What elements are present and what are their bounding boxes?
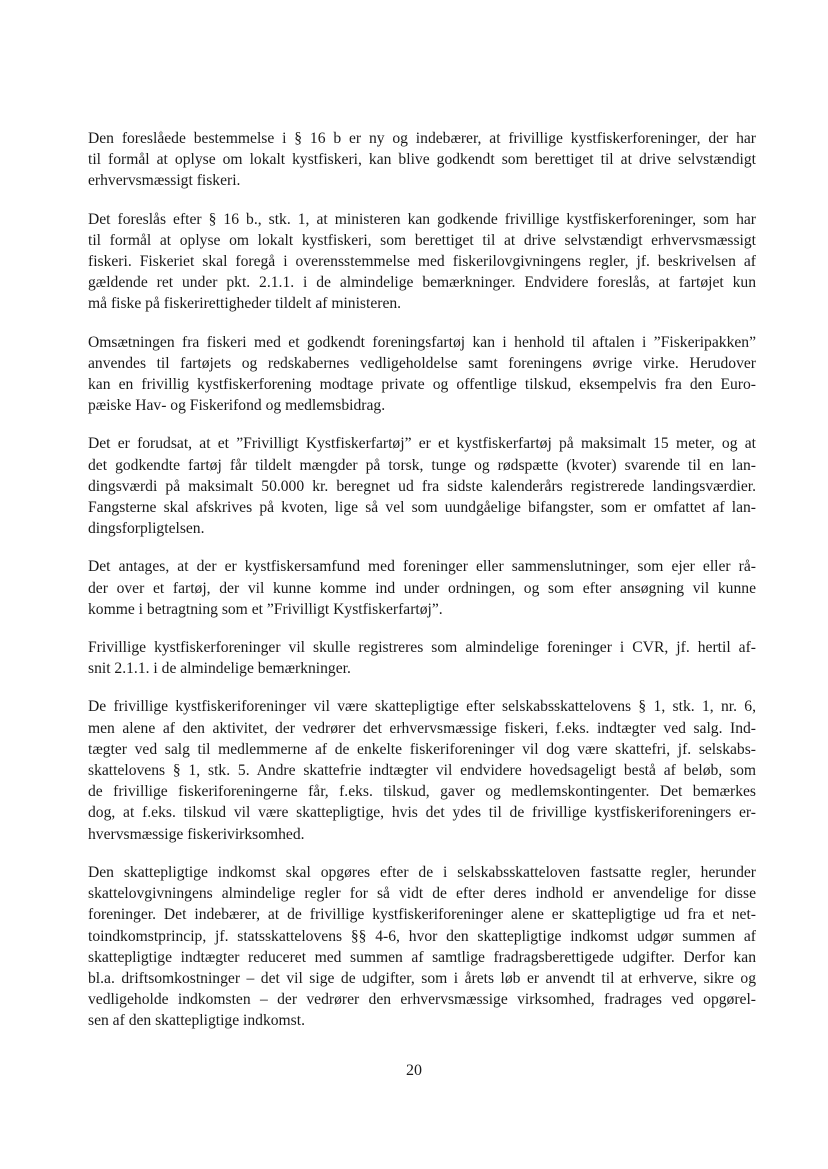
text-line: De frivillige kystfiskeriforeninger vil være skattepligtige efter selskabsskattelovens § 1, stk. 1, nr. 6,	[88, 698, 756, 716]
text-line: Fangsterne skal afskrives på kvoten, lige så vel som uundgåelige bifangster, som er omfattet af lan-	[88, 499, 756, 517]
text-line: erhvervsmæssigt fiskeri.	[88, 172, 241, 190]
text-line: komme i betragtning som et ”Frivilligt Kystfiskerfartøj”.	[88, 600, 443, 618]
text-line: Den foreslåede bestemmelse i § 16 b er ny og indebærer, at frivillige kystfiskerforeninger, der har	[88, 130, 756, 147]
paragraph	[88, 433, 756, 539]
text-line: må fiske på fiskerirettigheder tildelt af ministeren.	[88, 295, 402, 313]
text-line: foreninger. Det indebærer, at de frivillige kystfiskeriforeninger alene er skattepligtige ud fra et net-	[88, 906, 756, 924]
paragraph	[88, 128, 756, 192]
text-line: dog, at f.eks. tilskud vil være skattepligtige, hvis det ydes til de frivillige kystfiskeriforeningers er-	[88, 804, 756, 822]
page-number: 20	[406, 1062, 422, 1079]
paragraph	[88, 637, 756, 679]
text-line: tægter ved salg til medlemmerne af de enkelte fiskeriforeninger vil dog være skattefri, jf. selskabs-	[88, 740, 756, 758]
paragraph	[88, 696, 756, 844]
text-line: de frivillige fiskeriforeningerne får, f.eks. tilskud, gaver og medlemskontingenter. Det bemærkes	[88, 783, 756, 801]
text-line: Den skattepligtige indkomst skal opgøres efter de i selskabsskatteloven fastsatte regler, herunder	[88, 863, 756, 881]
text-line: til formål at oplyse om lokalt kystfiskeri, som berettiget til at drive selvstændigt erhvervsmæssigt	[88, 231, 756, 249]
text-line: Frivillige kystfiskerforeninger vil skulle registreres som almindelige foreninger i CVR, jf. hertil af-	[88, 639, 756, 657]
text-line: Det foreslås efter § 16 b., stk. 1, at ministeren kan godkende frivillige kystfiskerforeninger, som har	[88, 210, 756, 228]
text-line: anvendes til fartøjets og redskabernes vedligeholdelse samt foreningens øvrige virke. Herudover	[88, 354, 756, 372]
text-line: sen af den skattepligtige indkomst.	[88, 1012, 305, 1030]
text-line: til formål at oplyse om lokalt kystfiskeri, kan blive godkendt som berettiget til at drive selvstændigt	[88, 151, 756, 169]
text-line: dingsforpligtelsen.	[88, 520, 205, 538]
text-line: vedligeholde indkomsten – der vedrører den erhvervsmæssige virksomhed, fradrages ved opgørel-	[88, 991, 756, 1009]
text-line: Det er forudsat, at et ”Frivilligt Kystfiskerfartøj” er et kystfiskerfartøj på maksimalt 15 meter, og at	[88, 435, 756, 453]
text-line: Det antages, at der er kystfiskersamfund med foreninger eller sammenslutninger, som ejer eller rå-	[88, 558, 756, 576]
text-line: det godkendte fartøj får tildelt mængder på torsk, tunge og rødspætte (kvoter) svarende til en lan-	[88, 456, 756, 474]
paragraph	[88, 209, 756, 315]
text-line: gældende ret under pkt. 2.1.1. i de almindelige bemærkninger. Endvidere foreslås, at fartøjet kun	[88, 274, 756, 292]
paragraph	[88, 862, 756, 1032]
text-line: skattepligtige indtægter reduceret med summen af samtlige fradragsberettigede udgifter. Derfor kan	[88, 948, 756, 966]
text-line: kan en frivillig kystfiskerforening modtage private og offentlige tilskud, eksempelvis fra den Euro-	[88, 376, 756, 394]
text-line: bl.a. driftsomkostninger – det vil sige de udgifter, som i årets løb er anvendt til at erhverve, sikre og	[88, 969, 756, 987]
paragraph	[88, 556, 756, 620]
text-line: dingsværdi på maksimalt 50.000 kr. beregnet ud fra sidste kalenderårs registrerede landingsværdier.	[88, 477, 756, 495]
paragraph	[88, 332, 756, 417]
body-text	[88, 128, 756, 1049]
text-line: der over et fartøj, der vil kunne komme ind under ordningen, og som efter ansøgning vil kunne	[88, 579, 756, 597]
text-line: skattelovgivningens almindelige regler for så vidt de efter deres indhold er anvendelige for disse	[88, 885, 756, 903]
text-line: Omsætningen fra fiskeri med et godkendt foreningsfartøj kan i henhold til aftalen i ”Fiskeripakken”	[88, 333, 756, 351]
text-line: fiskeri. Fiskeriet skal foregå i overensstemmelse med fiskerilovgivningens regler, jf. beskrivelsen af	[88, 253, 756, 271]
text-line: pæiske Hav- og Fiskerifond og medlemsbidrag.	[88, 397, 386, 415]
text-line: skattelovens § 1, stk. 5. Andre skattefrie indtægter vil endvidere hovedsageligt bestå af beløb, som	[88, 762, 756, 780]
text-line: men alene af den aktivitet, der vedrører det erhvervsmæssige fiskeri, f.eks. indtægter ved salg. Ind-	[88, 719, 756, 737]
text-line: toindkomstprincip, jf. statsskattelovens §§ 4-6, hvor den skattepligtige indkomst udgør summen af	[88, 927, 756, 945]
text-line: hvervsmæssige fiskerivirksomhed.	[88, 825, 305, 843]
text-line: snit 2.1.1. i de almindelige bemærkninger.	[88, 660, 351, 678]
